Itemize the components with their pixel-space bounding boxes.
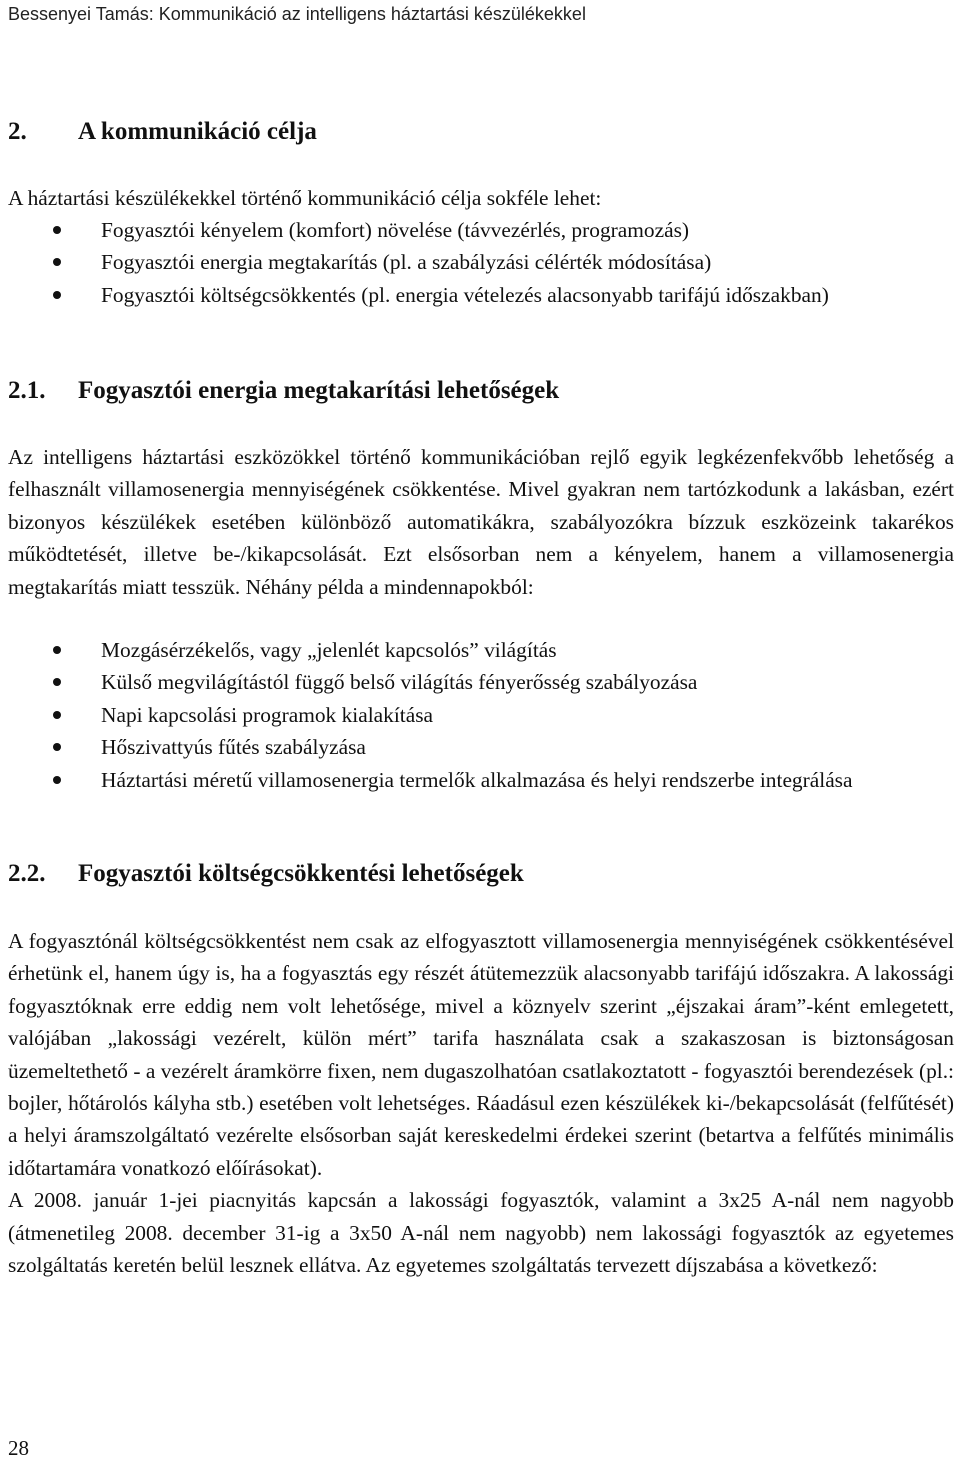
intro-paragraph: A háztartási készülékekkel történő kommunikáció célja sokféle lehet:: [8, 186, 602, 210]
bullet-icon: [53, 743, 61, 751]
list-item-text: Háztartási méretű villamosenergia termelők alkalmazása és helyi rendszerbe integrálása: [101, 767, 853, 792]
list-item-text: Külső megvilágítástól függő belső világítás fényerősség szabályozása: [101, 670, 698, 695]
list-item: [8, 764, 954, 796]
section-title: Fogyasztói energia megtakarítási lehetőségek: [78, 377, 560, 404]
bullet-icon: [53, 711, 61, 719]
section-2-heading: [8, 118, 317, 146]
section-2-1-bullet-list: [8, 634, 954, 796]
list-item-text: Napi kapcsolási programok kialakítása: [101, 702, 434, 727]
list-item-text: Mozgásérzékelős, vagy „jelenlét kapcsolós” világítás: [101, 638, 557, 662]
section-2-1-paragraph: [8, 441, 954, 603]
page-number: 28: [8, 1436, 29, 1460]
body-paragraph: A fogyasztónál költségcsökkentést nem csak az elfogyasztott villamosenergia mennyiségének csökkentésével érhetünk el, hanem úgy is, ha a fogyasztás egy részét átütemezzük alacsonyabb tarifájú időszakra. A lakossági fogyasztóknak erre eddig nem volt lehetősége, mivel a köznyelv szerint „éjszakai áram”-ként emlegetett, valójában „lakossági vezérelt, külön mért” tarifa használata csak a szakaszosan is biztonságosan üzemeltethető - a vezérelt áramkörre fixen, nem dugaszolhatóan csatlakoztatott - fogyasztói berendezések (pl.: bojler, hőtárolós kályha stb.) esetében volt lehetséges. Ráadásul ezen készülékek ki-/bekapcsolását (felfűtését) a helyi áramszolgáltató vezérelte elsősorban saját kereskedelmi érdekei szerint (betartva a felfűtés minimális időtartamára vonatkozó előírásokat).: [8, 929, 954, 1180]
bullet-icon: [53, 226, 61, 234]
list-item: [8, 699, 954, 731]
bullet-icon: [53, 258, 61, 266]
section-number: 2.1.: [8, 377, 46, 404]
section-2-2-body: [8, 925, 954, 1281]
bullet-icon: [53, 776, 61, 784]
list-item: [8, 666, 954, 698]
list-item: [8, 246, 954, 278]
running-header: Bessenyei Tamás: Kommunikáció az intelligens háztartási készülékekkel: [8, 4, 586, 24]
list-item-text: Fogyasztói költségcsökkentés (pl. energia vételezés alacsonyabb tarifájú időszakban): [101, 282, 829, 307]
section-title: Fogyasztói költségcsökkentési lehetőségek: [78, 860, 524, 887]
body-paragraph: A 2008. január 1-jei piacnyitás kapcsán a lakossági fogyasztók, valamint a 3x25 A-nál nem nagyobb (átmenetileg 2008. december 31-ig a 3x50 A-nál nem nagyobb) nem lakossági fogyasztók az egyetemes szolgáltatás keretén belül lesznek ellátva. Az egyetemes szolgáltatás tervezett díjszabása a következő:: [8, 1188, 954, 1278]
section-title: A kommunikáció célja: [78, 118, 317, 145]
list-item-text: Hőszivattyús fűtés szabályzása: [101, 735, 366, 760]
bullet-icon: [53, 291, 61, 299]
list-item-text: Fogyasztói kényelem (komfort) növelése (távvezérlés, programozás): [101, 218, 690, 242]
bullet-icon: [53, 678, 61, 686]
bullet-icon: [53, 646, 61, 654]
section-2-intro: [8, 182, 954, 214]
section-2-1-heading: [8, 377, 559, 405]
section-2-2-heading: [8, 860, 524, 888]
section-2-bullet-list: [8, 214, 954, 311]
body-paragraph: Az intelligens háztartási eszközökkel történő kommunikációban rejlő egyik legkézenfekvőbb lehetőség a felhasznált villamosenergia mennyiségének csökkentése. Mivel gyakran nem tartózkodunk a lakásban, ezért bizonyos készülékek esetében különböző automatikákra, szabályozókra bízzuk eszközeink takarékos működtetését, illetve be-/kikapcsolását. Ezt elsősorban nem a kényelem, hanem a villamosenergia megtakarítás miatt tesszük. Néhány példa a mindennapokból:: [8, 445, 954, 599]
list-item: [8, 279, 954, 311]
section-number: 2.: [8, 118, 27, 145]
list-item: [8, 634, 954, 666]
list-item: [8, 214, 954, 246]
section-number: 2.2.: [8, 860, 46, 887]
list-item-text: Fogyasztói energia megtakarítás (pl. a szabályzási célérték módosítása): [101, 250, 712, 275]
list-item: [8, 731, 954, 763]
